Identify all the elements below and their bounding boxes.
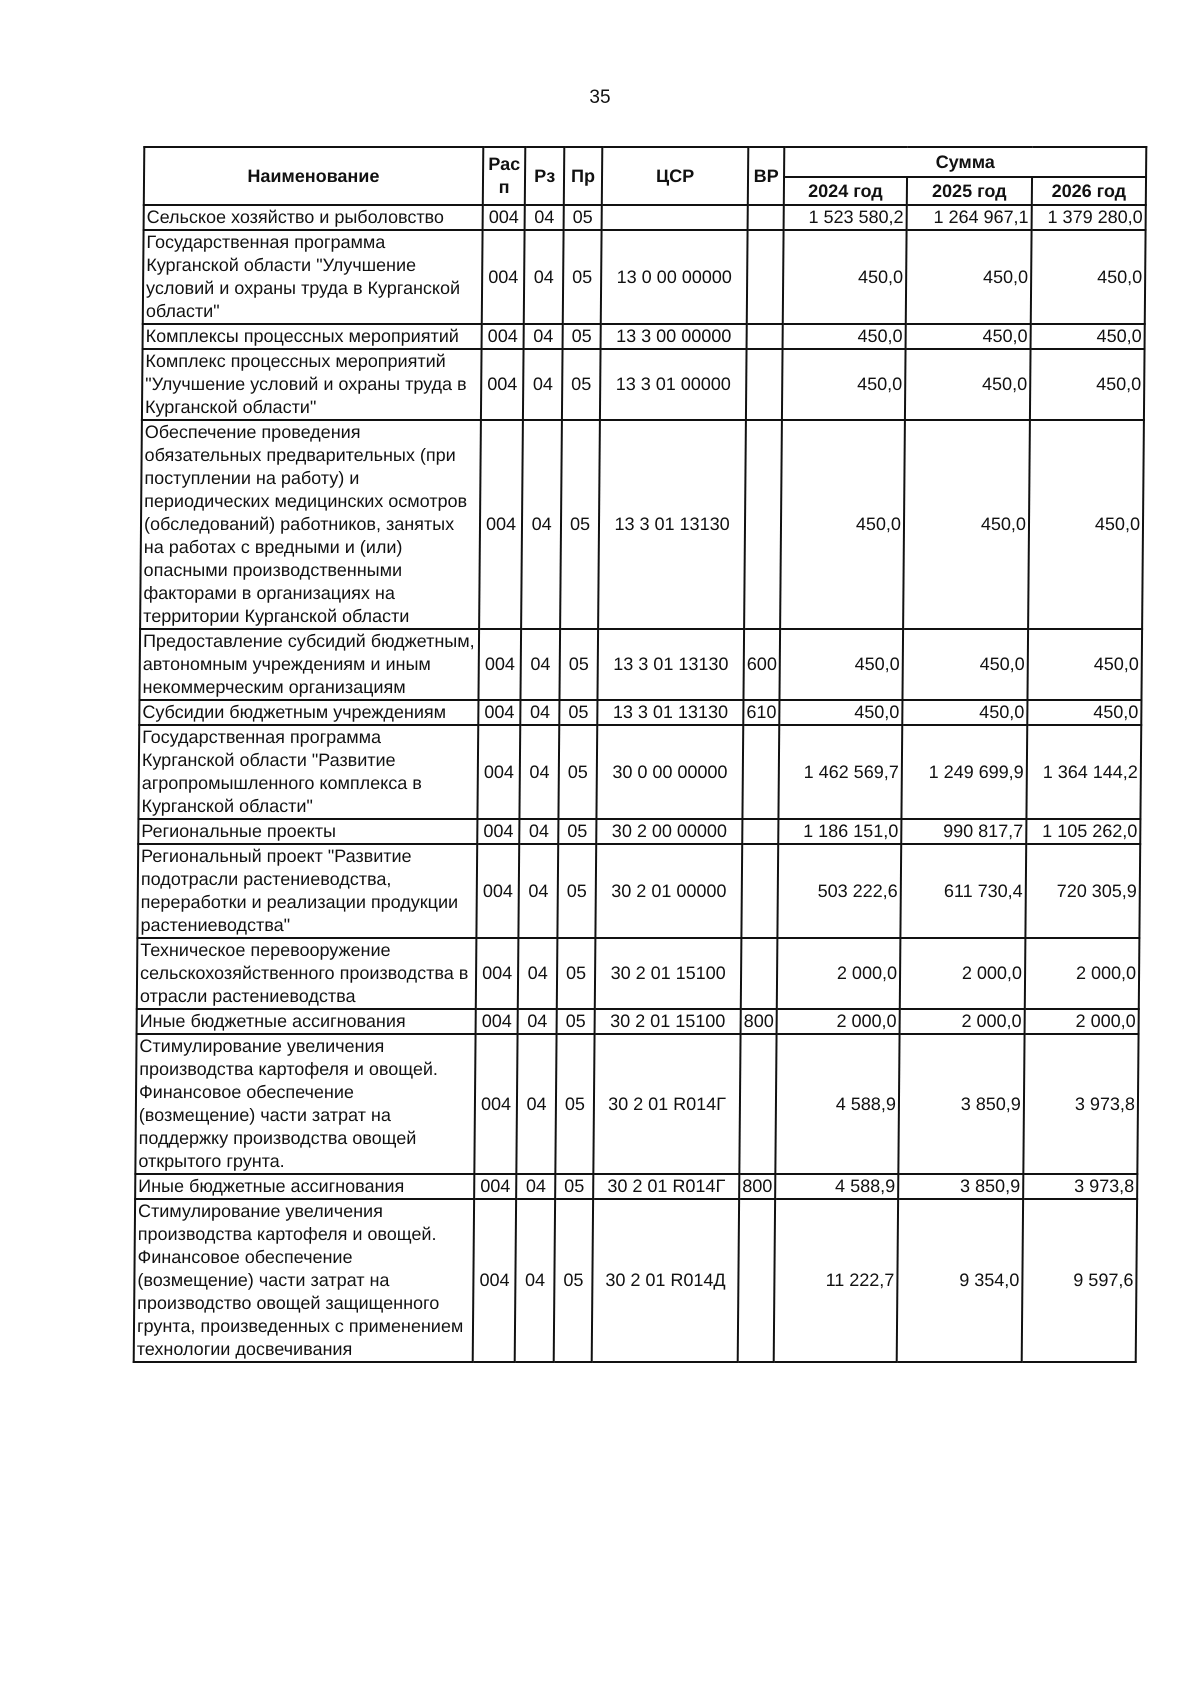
row-pr: 05: [554, 1199, 594, 1362]
row-sum-2026: 3 973,8: [1023, 1034, 1138, 1174]
row-sum-2025: 450,0: [905, 324, 1030, 349]
row-csr: 30 2 01 R014Г: [593, 1174, 739, 1199]
row-rasp: 004: [481, 230, 525, 324]
row-rasp: 004: [478, 700, 521, 725]
row-vr: 800: [739, 1174, 775, 1199]
row-sum-2025: 450,0: [902, 700, 1027, 725]
row-rz: 04: [517, 1174, 556, 1199]
row-sum-2024: 450,0: [780, 420, 905, 629]
row-rz: 04: [524, 230, 563, 324]
row-name: Стимулирование увеличения производства картофеля и овощей. Финансовое обеспечение (возмещение) части затрат на производство овощей защищенного грунта, произведенных с применением технологии досвечивания: [134, 1199, 474, 1362]
table-row: [143, 324, 1145, 349]
table-row: [144, 205, 1146, 230]
header-sum: Сумма: [784, 147, 1146, 177]
row-sum-2026: 450,0: [1027, 629, 1142, 700]
row-rz: 04: [524, 324, 563, 349]
row-sum-2025: 450,0: [903, 420, 1030, 629]
row-rz: 04: [515, 1199, 555, 1362]
row-sum-2026: 2 000,0: [1024, 1009, 1138, 1034]
row-sum-2024: 4 588,9: [775, 1174, 898, 1199]
row-name: Иные бюджетные ассигнования: [135, 1174, 474, 1199]
row-rz: 04: [517, 1034, 557, 1174]
row-rasp: 004: [477, 819, 520, 844]
row-sum-2025: 450,0: [906, 230, 1032, 324]
row-name: Государственная программа Курганской области "Улучшение условий и охраны труда в Курганской области": [143, 230, 483, 324]
row-rz: 04: [522, 420, 562, 629]
row-rasp: 004: [479, 420, 524, 629]
row-sum-2025: 2 000,0: [899, 1009, 1024, 1034]
row-csr: 30 2 01 00000: [596, 844, 743, 938]
header-vr: ВР: [748, 147, 785, 205]
row-sum-2025: 9 354,0: [897, 1199, 1023, 1362]
row-csr: 13 3 00 00000: [601, 324, 747, 349]
row-rz: 04: [520, 725, 559, 819]
row-rasp: 004: [474, 1034, 518, 1174]
table-row: [135, 1034, 1138, 1174]
row-sum-2025: 2 000,0: [900, 938, 1026, 1009]
row-pr: 05: [557, 844, 596, 938]
row-pr: 05: [562, 349, 601, 420]
row-vr: [744, 420, 782, 629]
row-rz: 04: [518, 1009, 557, 1034]
row-pr: 05: [558, 819, 597, 844]
table-row: [139, 629, 1142, 700]
row-sum-2025: 450,0: [905, 349, 1031, 420]
row-name: Техническое перевооружение сельскохозяйственного производства в отрасли растениеводства: [137, 938, 476, 1009]
row-csr: [602, 205, 748, 230]
table-row: [137, 1009, 1139, 1034]
row-sum-2024: 1 186 151,0: [778, 819, 901, 844]
row-sum-2024: 2 000,0: [777, 1009, 900, 1034]
row-sum-2025: 3 850,9: [898, 1034, 1024, 1174]
row-vr: [746, 349, 783, 420]
header-2025: 2025 год: [907, 177, 1032, 205]
table-row: [138, 819, 1140, 844]
row-pr: 05: [555, 1174, 594, 1199]
row-csr: 30 2 01 15100: [595, 1009, 741, 1034]
table-row: [138, 725, 1141, 819]
header-csr: ЦСР: [602, 147, 748, 205]
row-vr: [738, 1199, 776, 1362]
row-sum-2026: 450,0: [1028, 420, 1144, 629]
page-number: 35: [589, 87, 611, 108]
row-csr: 13 3 01 13130: [597, 700, 743, 725]
header-rasp: [483, 147, 526, 205]
row-pr: 05: [563, 230, 602, 324]
row-vr: 800: [741, 1009, 777, 1034]
table-row: [134, 1199, 1137, 1362]
row-sum-2024: 1 462 569,7: [779, 725, 903, 819]
row-csr: 30 2 00 00000: [596, 819, 742, 844]
row-sum-2026: 1 364 144,2: [1026, 725, 1141, 819]
row-rz: 04: [520, 819, 559, 844]
row-sum-2025: 990 817,7: [901, 819, 1026, 844]
row-vr: [742, 819, 778, 844]
row-csr: 13 3 01 13130: [598, 420, 746, 629]
row-csr: 30 2 01 15100: [595, 938, 741, 1009]
header-2026: 2026 год: [1032, 177, 1146, 205]
row-pr: 05: [555, 1034, 595, 1174]
row-name: Предоставление субсидий бюджетным, автономным учреждениям и иным некоммерческим организациям: [139, 629, 478, 700]
row-sum-2024: 1 523 580,2: [784, 205, 907, 230]
row-pr: 05: [562, 324, 601, 349]
table-row: [143, 230, 1146, 324]
row-csr: 30 2 01 R014Д: [592, 1199, 739, 1362]
row-name: Иные бюджетные ассигнования: [137, 1009, 476, 1034]
row-sum-2024: 450,0: [782, 349, 905, 420]
header-pr: Пр: [564, 147, 603, 205]
row-sum-2026: 450,0: [1030, 349, 1145, 420]
row-rasp: 004: [476, 844, 520, 938]
row-csr: 13 3 01 13130: [598, 629, 744, 700]
row-vr: [741, 844, 778, 938]
row-sum-2024: 11 222,7: [774, 1199, 898, 1362]
row-name: Региональный проект "Развитие подотрасли растениеводства, переработки и реализации продукции растениеводства": [137, 844, 477, 938]
row-sum-2024: 4 588,9: [776, 1034, 900, 1174]
row-name: Государственная программа Курганской области "Развитие агропромышленного комплекса в Курганской области": [138, 725, 478, 819]
row-sum-2026: 1 379 280,0: [1031, 205, 1145, 230]
row-name: Сельское хозяйство и рыболовство: [144, 205, 483, 230]
row-csr: 13 3 01 00000: [600, 349, 746, 420]
row-rz: 04: [523, 349, 562, 420]
row-vr: [748, 205, 784, 230]
row-name: Стимулирование увеличения производства картофеля и овощей. Финансовое обеспечение (возмещение) части затрат на поддержку производства овощей открытого грунта.: [135, 1034, 475, 1174]
row-sum-2026: 3 973,8: [1023, 1174, 1137, 1199]
row-rz: 04: [521, 629, 560, 700]
row-sum-2026: 720 305,9: [1025, 844, 1140, 938]
row-sum-2024: 450,0: [783, 324, 906, 349]
row-rasp: 004: [474, 1174, 517, 1199]
row-rasp: 004: [476, 938, 519, 1009]
row-pr: 05: [556, 1009, 595, 1034]
table-body: [134, 205, 1146, 1362]
row-sum-2024: 450,0: [779, 700, 902, 725]
row-sum-2025: 1 249 699,9: [901, 725, 1027, 819]
row-rasp: 004: [481, 324, 524, 349]
row-sum-2025: 450,0: [902, 629, 1028, 700]
row-sum-2024: 450,0: [783, 230, 907, 324]
row-vr: 610: [743, 700, 779, 725]
row-name: Субсидии бюджетным учреждениям: [139, 700, 478, 725]
header-rz: Рз: [525, 147, 564, 205]
row-sum-2024: 450,0: [780, 629, 903, 700]
row-sum-2025: 1 264 967,1: [907, 205, 1032, 230]
row-sum-2025: 3 850,9: [898, 1174, 1023, 1199]
row-vr: 600: [743, 629, 780, 700]
budget-table: [133, 146, 1148, 1363]
row-rasp: 004: [478, 629, 521, 700]
header-2024: 2024 год: [784, 177, 907, 205]
row-sum-2026: 9 597,6: [1022, 1199, 1138, 1362]
row-rasp: 004: [472, 1199, 516, 1362]
table-row: [142, 349, 1145, 420]
table-row: [137, 844, 1140, 938]
row-vr: [747, 230, 784, 324]
row-name: Обеспечение проведения обязательных предварительных (при поступлении на работу) и периодических медицинских осмотров (обследований) работников, занятых на работах с вредными и (или) опасными производственными факторами в организациях на территории Курганской области: [140, 420, 481, 629]
row-vr: [739, 1034, 776, 1174]
row-csr: 30 2 01 R014Г: [594, 1034, 741, 1174]
row-name: Комплекс процессных мероприятий "Улучшение условий и охраны труда в Курганской области": [142, 349, 481, 420]
table-row: [139, 700, 1141, 725]
table-row: [140, 420, 1144, 629]
row-sum-2024: 503 222,6: [778, 844, 902, 938]
row-rz: 04: [525, 205, 564, 230]
row-sum-2026: 450,0: [1027, 700, 1141, 725]
table-row: [137, 938, 1140, 1009]
row-rasp: 004: [475, 1009, 518, 1034]
row-pr: 05: [557, 938, 596, 1009]
row-rasp: 004: [481, 349, 524, 420]
row-sum-2024: 2 000,0: [777, 938, 900, 1009]
header-rasp-line2: п: [498, 177, 510, 197]
row-sum-2026: 450,0: [1031, 230, 1146, 324]
row-name: Комплексы процессных мероприятий: [143, 324, 482, 349]
header-rasp-line1: Рас: [488, 154, 521, 174]
row-rz: 04: [519, 844, 558, 938]
row-sum-2026: 1 105 262,0: [1026, 819, 1140, 844]
row-rz: 04: [521, 700, 560, 725]
row-pr: 05: [560, 420, 600, 629]
row-rasp: 004: [477, 725, 521, 819]
table-row: [135, 1174, 1137, 1199]
row-vr: [747, 324, 783, 349]
row-vr: [741, 938, 778, 1009]
row-pr: 05: [563, 205, 602, 230]
row-rasp: 004: [482, 205, 525, 230]
row-sum-2026: 450,0: [1030, 324, 1144, 349]
row-rz: 04: [518, 938, 557, 1009]
row-sum-2025: 611 730,4: [900, 844, 1026, 938]
row-name: Региональные проекты: [138, 819, 477, 844]
row-pr: 05: [559, 629, 598, 700]
row-vr: [742, 725, 779, 819]
row-pr: 05: [559, 700, 598, 725]
row-sum-2026: 2 000,0: [1025, 938, 1140, 1009]
row-csr: 30 0 00 00000: [597, 725, 744, 819]
row-pr: 05: [558, 725, 597, 819]
row-csr: 13 0 00 00000: [601, 230, 748, 324]
header-name: Наименование: [144, 147, 483, 205]
